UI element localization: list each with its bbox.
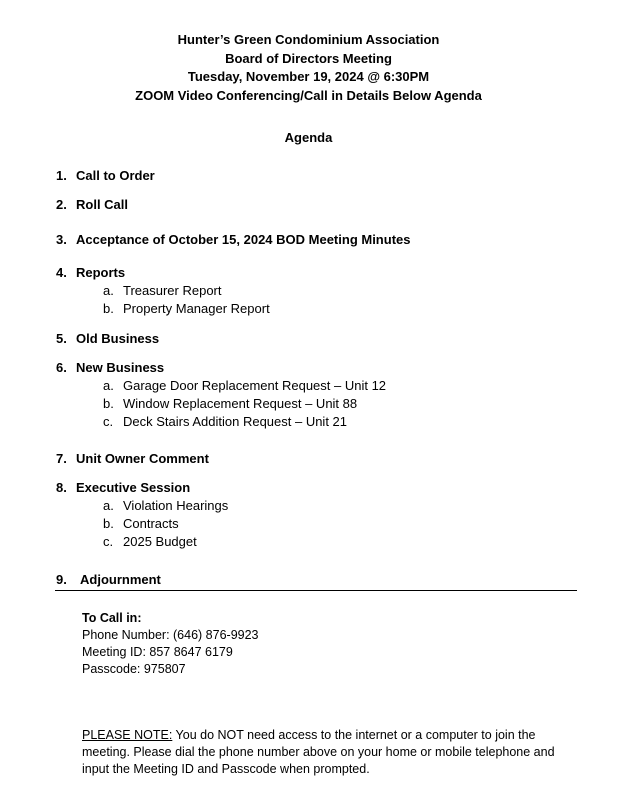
agenda-item-1 — [56, 168, 155, 183]
sub-item-label: Deck Stairs Addition Request – Unit 21 — [123, 414, 348, 429]
sub-item — [103, 498, 228, 513]
agenda-item-3 — [56, 232, 410, 247]
sub-item-letter: c. — [103, 414, 114, 429]
agenda-item-5 — [56, 331, 159, 346]
sub-item-letter: a. — [103, 283, 114, 298]
agenda-item-7 — [56, 451, 209, 466]
sub-item — [103, 301, 270, 316]
item-number: 6. — [56, 360, 67, 375]
horizontal-rule — [55, 590, 577, 591]
item-number: 5. — [56, 331, 67, 346]
sub-item — [103, 283, 222, 298]
meeting-format: ZOOM Video Conferencing/Call in Details Below Agenda — [135, 87, 482, 103]
passcode: Passcode: 975807 — [82, 662, 186, 676]
item-label: Unit Owner Comment — [76, 451, 209, 466]
item-label: Old Business — [76, 331, 160, 346]
meeting-id: Meeting ID: 857 8647 6179 — [82, 645, 233, 659]
sub-item-letter: a. — [103, 498, 114, 513]
sub-item — [103, 378, 386, 393]
note-label: PLEASE NOTE: — [82, 728, 173, 742]
sub-item-label: Treasurer Report — [123, 283, 222, 298]
sub-item-label: Garage Door Replacement Request – Unit 12 — [123, 378, 387, 393]
agenda-item-6 — [56, 360, 164, 375]
document-header — [0, 31, 617, 105]
agenda-item-8 — [56, 480, 190, 495]
item-number: 2. — [56, 197, 67, 212]
sub-item-letter: b. — [103, 301, 114, 316]
sub-item-letter: a. — [103, 378, 114, 393]
item-label: Executive Session — [76, 480, 191, 495]
sub-item-letter: c. — [103, 534, 114, 549]
call-in-heading: To Call in: — [82, 611, 142, 625]
item-number: 1. — [56, 168, 67, 183]
please-note — [82, 727, 582, 778]
item-number: 7. — [56, 451, 67, 466]
item-number: 8. — [56, 480, 67, 495]
agenda-item-2 — [56, 197, 128, 212]
sub-item-label: 2025 Budget — [123, 534, 197, 549]
item-number: 3. — [56, 232, 67, 247]
item-number: 4. — [56, 265, 67, 280]
item-label: Reports — [76, 265, 126, 280]
meeting-date: Tuesday, November 19, 2024 @ 6:30PM — [187, 69, 430, 84]
sub-item-label: Window Replacement Request – Unit 88 — [123, 396, 358, 411]
item-label: Call to Order — [76, 168, 155, 183]
sub-item — [103, 414, 347, 429]
agenda-title: Agenda — [284, 130, 333, 145]
sub-item-letter: b. — [103, 396, 114, 411]
sub-item — [103, 396, 357, 411]
item-label: Adjournment — [80, 572, 161, 587]
sub-item-label: Property Manager Report — [123, 301, 270, 316]
sub-item-label: Contracts — [123, 516, 179, 531]
agenda-item-9 — [56, 572, 161, 587]
item-number: 9. — [56, 572, 67, 587]
item-label: Roll Call — [76, 197, 129, 212]
phone-number: Phone Number: (646) 876-9923 — [82, 628, 259, 642]
sub-item — [103, 534, 197, 549]
sub-item — [103, 516, 179, 531]
agenda-item-4 — [56, 265, 125, 280]
item-label: New Business — [76, 360, 165, 375]
call-in-details — [82, 610, 259, 678]
sub-item-letter: b. — [103, 516, 114, 531]
sub-item-label: Violation Hearings — [123, 498, 229, 513]
association-name: Hunter’s Green Condominium Association — [177, 32, 440, 47]
note-text: You do NOT need access to the internet or a computer to join the meeting. Please dial the phone number above on your home or mobile telephone and input the Meeting ID and Passcode when prompted. — [82, 728, 555, 776]
item-label: Acceptance of October 15, 2024 BOD Meeting Minutes — [76, 232, 411, 247]
meeting-title: Board of Directors Meeting — [225, 50, 392, 66]
